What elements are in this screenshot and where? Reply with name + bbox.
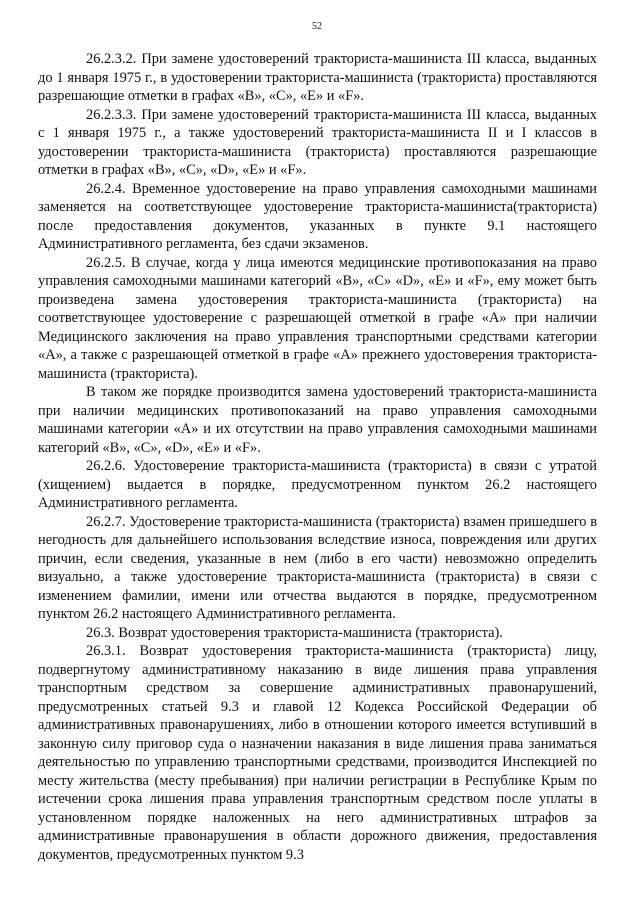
paragraph-26-2-5-continued: В таком же порядке производится замена удостоверений тракториста-машиниста при наличии медицинских противопоказаний на право управления самоходными машинами категории «А» и их отсутствии на право управления самоходными машинами категорий «В», «С», «D», «Е» и «F». [38, 384, 597, 456]
paragraph-26-2-3-2: 26.2.3.2. При замене удостоверений тракториста-машиниста III класса, выданных до 1 января 1975 г., в удостоверении тракториста-машиниста (тракториста) проставляются разрешающие отметки в графах «В», «С», «Е» и «F». [38, 51, 597, 104]
paragraph-26-3-1: 26.3.1. Возврат удостоверения тракториста-машиниста (тракториста) лицу, подвергнутому административному наказанию в виде лишения права управления транспортным средством за совершение административных правонарушений, предусмотренных статьей 9.3 и главой 12 Кодекса Российской Федерации об административных правонарушениях, либо в отношении которого имеется вступивший в законную силу приговор суда о назначении наказания в виде лишения права заниматься деятельностью по управлению транспортными средствами, производится Инспекцией по месту жительства (месту пребывания) при наличии регистрации в Республике Крым по истечении срока лишения права управления транспортным средством после уплаты в установленном порядке наложенных на него административных штрафов за административные правонарушения в области дорожного движения, предоставления документов, предусмотренных пунктом 9.3 [38, 643, 597, 863]
paragraph-26-3-heading: 26.3. Возврат удостоверения тракториста-машиниста (тракториста). [86, 624, 503, 641]
page-number: 52 [312, 21, 322, 32]
paragraph-26-2-4: 26.2.4. Временное удостоверение на право управления самоходными машинами заменяется на соответствующее удостоверение тракториста-машиниста(тракториста) после предоставления документов, указанных в пункте 9.1 настоящего Административного регламента, без сдачи экзаменов. [38, 180, 597, 252]
paragraph-26-2-3-3: 26.2.3.3. При замене удостоверений тракториста-машиниста III класса, выданных с 1 января 1975 г., а также удостоверений тракториста-машиниста II и I классов в удостоверении тракториста-машиниста (тракториста) проставляются разрешающие отметки в графах «В», «С», «D», «Е» и «F». [38, 106, 597, 178]
paragraph-26-2-6: 26.2.6. Удостоверение тракториста-машиниста (тракториста) в связи с утратой (хищением) выдается в порядке, предусмотренном пунктом 26.2 настоящего Административного регламента. [38, 458, 597, 511]
document-body [38, 50, 597, 864]
paragraph-26-2-7: 26.2.7. Удостоверение тракториста-машиниста (тракториста) взамен пришедшего в негодность для дальнейшего использования вследствие износа, повреждения или других причин, если сведения, указанные в нем (либо в его части) невозможно определить визуально, а также удостоверение тракториста-машиниста (тракториста) в связи с изменением фамилии, имени или отчества выдаются в порядке, предусмотренном пунктом 26.2 настоящего Административного регламента. [38, 513, 597, 622]
paragraph-26-2-5: 26.2.5. В случае, когда у лица имеются медицинские противопоказания на право управления самоходными машинами категорий «В», «С» «D», «Е» и «F», ему может быть произведена замена удостоверения тракториста-машиниста (тракториста) на соответствующее удостоверение с разрешающей отметкой в графе «А» при наличии Медицинского заключения на право управления транспортными средствами категории «А», а также с разрешающей отметкой в графе «А» прежнего удостоверения тракториста-машиниста (тракториста). [38, 254, 597, 382]
